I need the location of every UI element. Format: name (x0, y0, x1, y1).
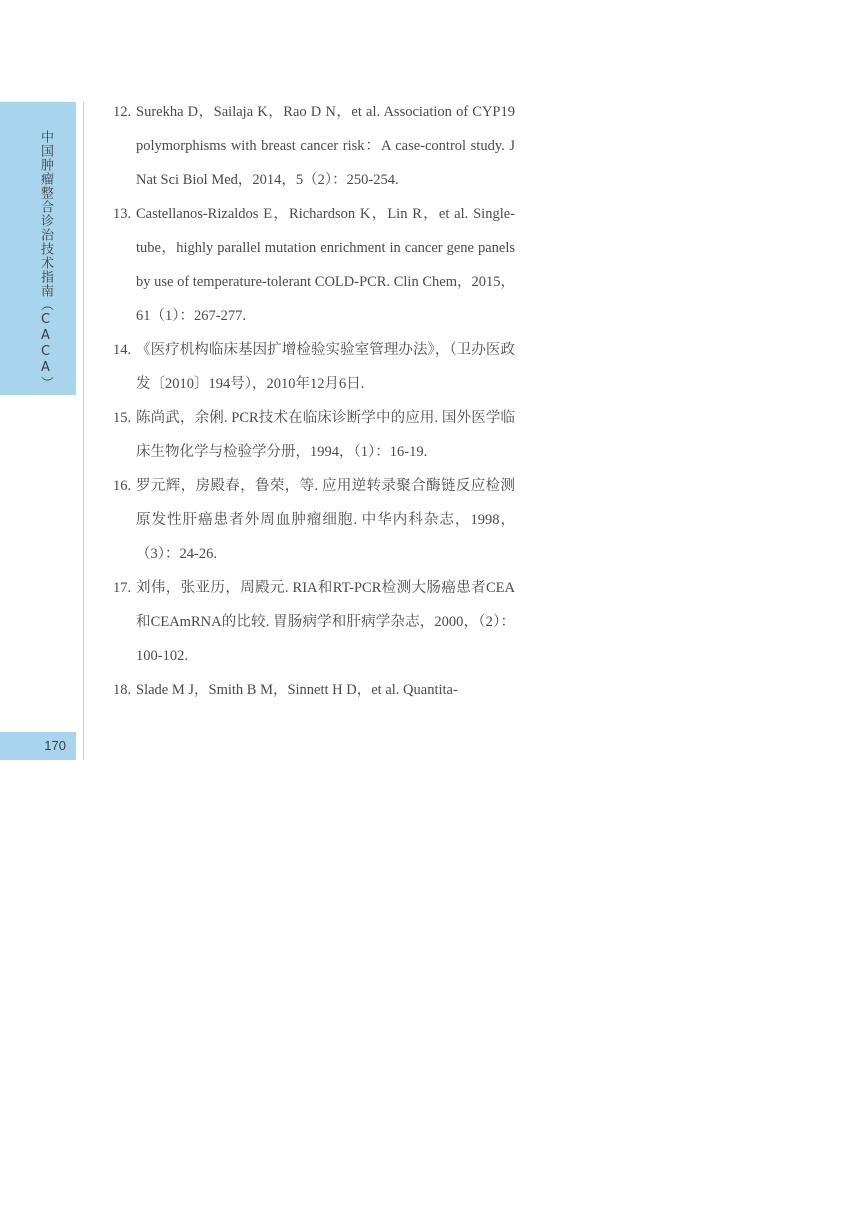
reference-item (113, 333, 515, 401)
margin-rule (83, 102, 84, 760)
reference-number: 16. (113, 478, 132, 494)
reference-number: 14. (113, 342, 132, 358)
reference-text: Surekha D，Sailaja K，Rao D N，et al. Association of CYP19 polymorphisms with breast cancer risk：A case-control study. J Nat Sci Biol Med，2014，5（2）：250-254. (136, 104, 515, 188)
book-title: 中国肿瘤整合诊治技术指南（CACA） (38, 130, 53, 390)
reference-item (113, 197, 515, 333)
reference-number: 13. (113, 206, 132, 222)
reference-text: 《医疗机构临床基因扩增检验实验室管理办法》，（卫办医政发〔2010〕194号），2010年12月6日. (136, 342, 515, 392)
reference-text: Slade M J，Smith B M，Sinnett H D，et al. Quantita- (136, 682, 458, 698)
reference-item (113, 401, 515, 469)
reference-list (113, 95, 515, 707)
reference-item (113, 95, 515, 197)
reference-text: 罗元辉，房殿春，鲁荣，等. 应用逆转录聚合酶链反应检测原发性肝癌患者外周血肿瘤细胞. 中华内科杂志，1998，（3）：24-26. (136, 478, 515, 562)
reference-item (113, 571, 515, 673)
reference-number: 17. (113, 580, 132, 596)
page-number: 170 (44, 738, 66, 753)
reference-text: 陈尚武，余俐. PCR技术在临床诊断学中的应用. 国外医学临床生物化学与检验学分册，1994，（1）：16-19. (136, 410, 515, 460)
reference-number: 12. (113, 104, 132, 120)
reference-item (113, 673, 515, 707)
reference-number: 18. (113, 682, 132, 698)
reference-number: 15. (113, 410, 132, 426)
reference-text: Castellanos-Rizaldos E，Richardson K，Lin R，et al. Single-tube，highly parallel mutation enrichment in cancer gene panels by use of temperature-tolerant COLD-PCR. Clin Chem，2015，61（1）：267-277. (136, 206, 515, 324)
reference-item (113, 469, 515, 571)
reference-text: 刘伟，张亚历，周殿元. RIA和RT-PCR检测大肠癌患者CEA和CEAmRNA的比较. 胃肠病学和肝病学杂志，2000，（2）：100-102. (136, 580, 515, 664)
